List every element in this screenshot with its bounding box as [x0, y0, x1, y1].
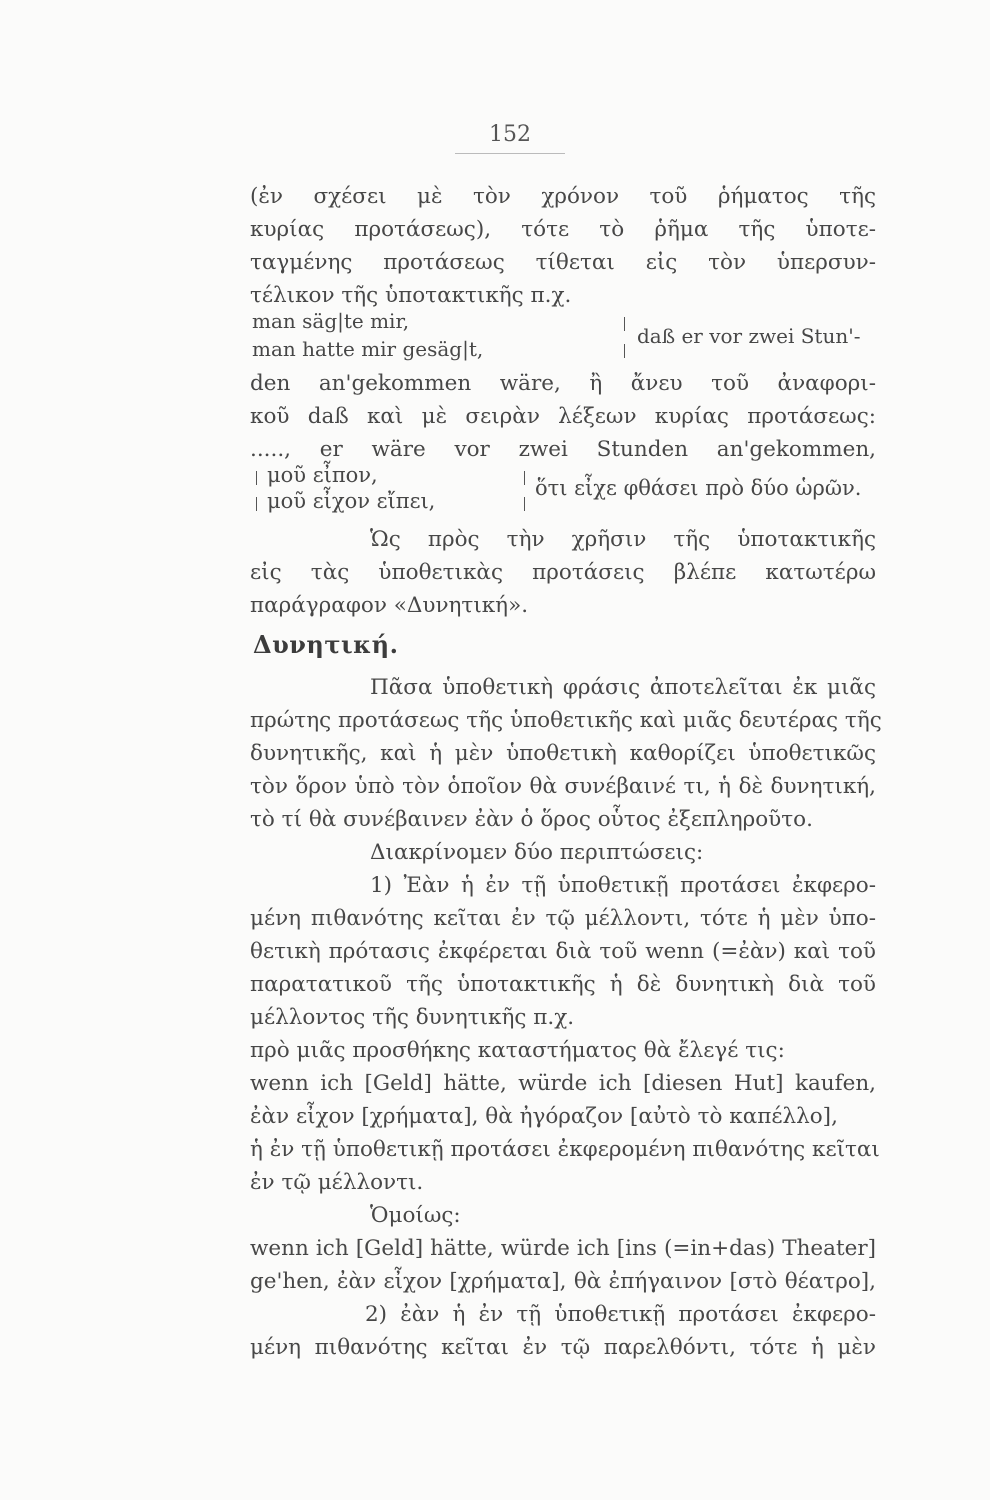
bracket-bar [624, 344, 625, 358]
text-line: ....., er wäre vor zwei Stunden an'gekommen, [250, 437, 876, 462]
text-line: 2) ἐὰν ἡ ἐν τῇ ὑποθετικῇ προτάσει ἐκφερο- [365, 1302, 876, 1327]
text-line: τέλικον τῆς ὑποτακτικῆς π.χ. [250, 283, 572, 308]
bracket-bar [524, 471, 525, 485]
text-line: παράγραφον «Δυνητική». [250, 593, 529, 618]
text-line: ἡ ἐν τῇ ὑποθετικῇ προτάσει ἐκφερομένη πιθανότης κεῖται [250, 1137, 880, 1162]
text-line: τὸ τί θὰ συνέβαινεν ἐὰν ὁ ὅρος οὗτος ἐξεπληροῦτο. [250, 807, 813, 832]
text-line: 1) Ἐὰν ἡ ἐν τῇ ὑποθετικῇ προτάσει ἐκφερο- [370, 873, 876, 898]
example-continuation: daß er vor zwei Stun'- [637, 324, 861, 348]
text-line: πρὸ μιᾶς προσθήκης καταστήματος θὰ ἔλεγέ τις: [250, 1038, 785, 1063]
text-line: ἐὰν εἶχον [χρήματα], θὰ ἠγόραζον [αὐτὸ τὸ καπέλλο], [250, 1104, 838, 1129]
text-line: ταγμένης προτάσεως τίθεται εἰς τὸν ὑπερσυν- [250, 250, 876, 275]
text-line: δυνητικῆς, καὶ ἡ μὲν ὑποθετικὴ καθορίζει ὑποθετικῶς [250, 741, 876, 766]
text-line: den an'gekommen wäre, ἢ ἄνευ τοῦ ἀναφορι- [250, 371, 876, 396]
text-line: μένη πιθανότης κεῖται ἐν τῷ μέλλοντι, τότε ἡ μὲν ὑπο- [250, 906, 876, 931]
section-heading: Δυνητική. [253, 630, 399, 659]
bracket-bar [256, 497, 257, 511]
text-line: εἰς τὰς ὑποθετικὰς προτάσεις βλέπε κατωτέρω [250, 560, 876, 585]
text-line: παρατατικοῦ τῆς ὑποτακτικῆς ἡ δὲ δυνητικὴ διὰ τοῦ [250, 972, 876, 997]
text-line: (ἐν σχέσει μὲ τὸν χρόνον τοῦ ῥήματος τῆς [250, 184, 876, 209]
text-line: Πᾶσα ὑποθετικὴ φράσις ἀποτελεῖται ἐκ μιᾶς [370, 675, 876, 700]
text-line: μένη πιθανότης κεῖται ἐν τῷ παρελθόντι, τότε ἡ μὲν [250, 1335, 876, 1360]
text-line: τὸν ὅρον ὑπὸ τὸν ὁποῖον θὰ συνέβαινέ τι, ἡ δὲ δυνητική, [250, 774, 876, 799]
bracket-bar [624, 317, 625, 331]
text-line: wenn ich [Geld] hätte, würde ich [diesen Hut] kaufen, [250, 1071, 876, 1096]
example-continuation: ὅτι εἶχε φθάσει πρὸ δύο ὡρῶν. [535, 476, 862, 500]
text-line: μέλλοντος τῆς δυνητικῆς π.χ. [250, 1005, 575, 1030]
header-rule [455, 153, 565, 154]
page-number: 152 [489, 122, 531, 147]
text-line: θετικὴ πρότασις ἐκφέρεται διὰ τοῦ wenn (=ἐὰν) καὶ τοῦ [250, 939, 876, 964]
text-line: πρώτης προτάσεως τῆς ὑποθετικῆς καὶ μιᾶς δευτέρας τῆς [250, 708, 882, 733]
text-line: Ὡς πρὸς τὴν χρῆσιν τῆς ὑποτακτικῆς [370, 527, 876, 552]
text-line: ge'hen, ἐὰν εἶχον [χρήματα], θὰ ἐπήγαινον [στὸ θέατρο], [250, 1269, 876, 1294]
example-alt-top: man säg|te mir, [252, 309, 410, 333]
example-alt-bottom: man hatte mir gesäg|t, [252, 337, 484, 361]
text-line: κοῦ daß καὶ μὲ σειρὰν λέξεων κυρίας προτάσεως: [250, 404, 876, 429]
text-line: Ὁμοίως: [370, 1203, 461, 1228]
text-line: κυρίας προτάσεως), τότε τὸ ῥῆμα τῆς ὑποτε- [250, 217, 876, 242]
text-line: ἐν τῷ μέλλοντι. [250, 1170, 424, 1195]
bracket-bar [256, 471, 257, 485]
example-alt-top: μοῦ εἶπον, [267, 463, 378, 487]
text-line: Διακρίνομεν δύο περιπτώσεις: [370, 840, 704, 865]
example-alt-bottom: μοῦ εἶχον εἴπει, [267, 489, 436, 513]
bracket-bar [524, 497, 525, 511]
text-line: wenn ich [Geld] hätte, würde ich [ins (=in+das) Theater] [250, 1236, 876, 1261]
